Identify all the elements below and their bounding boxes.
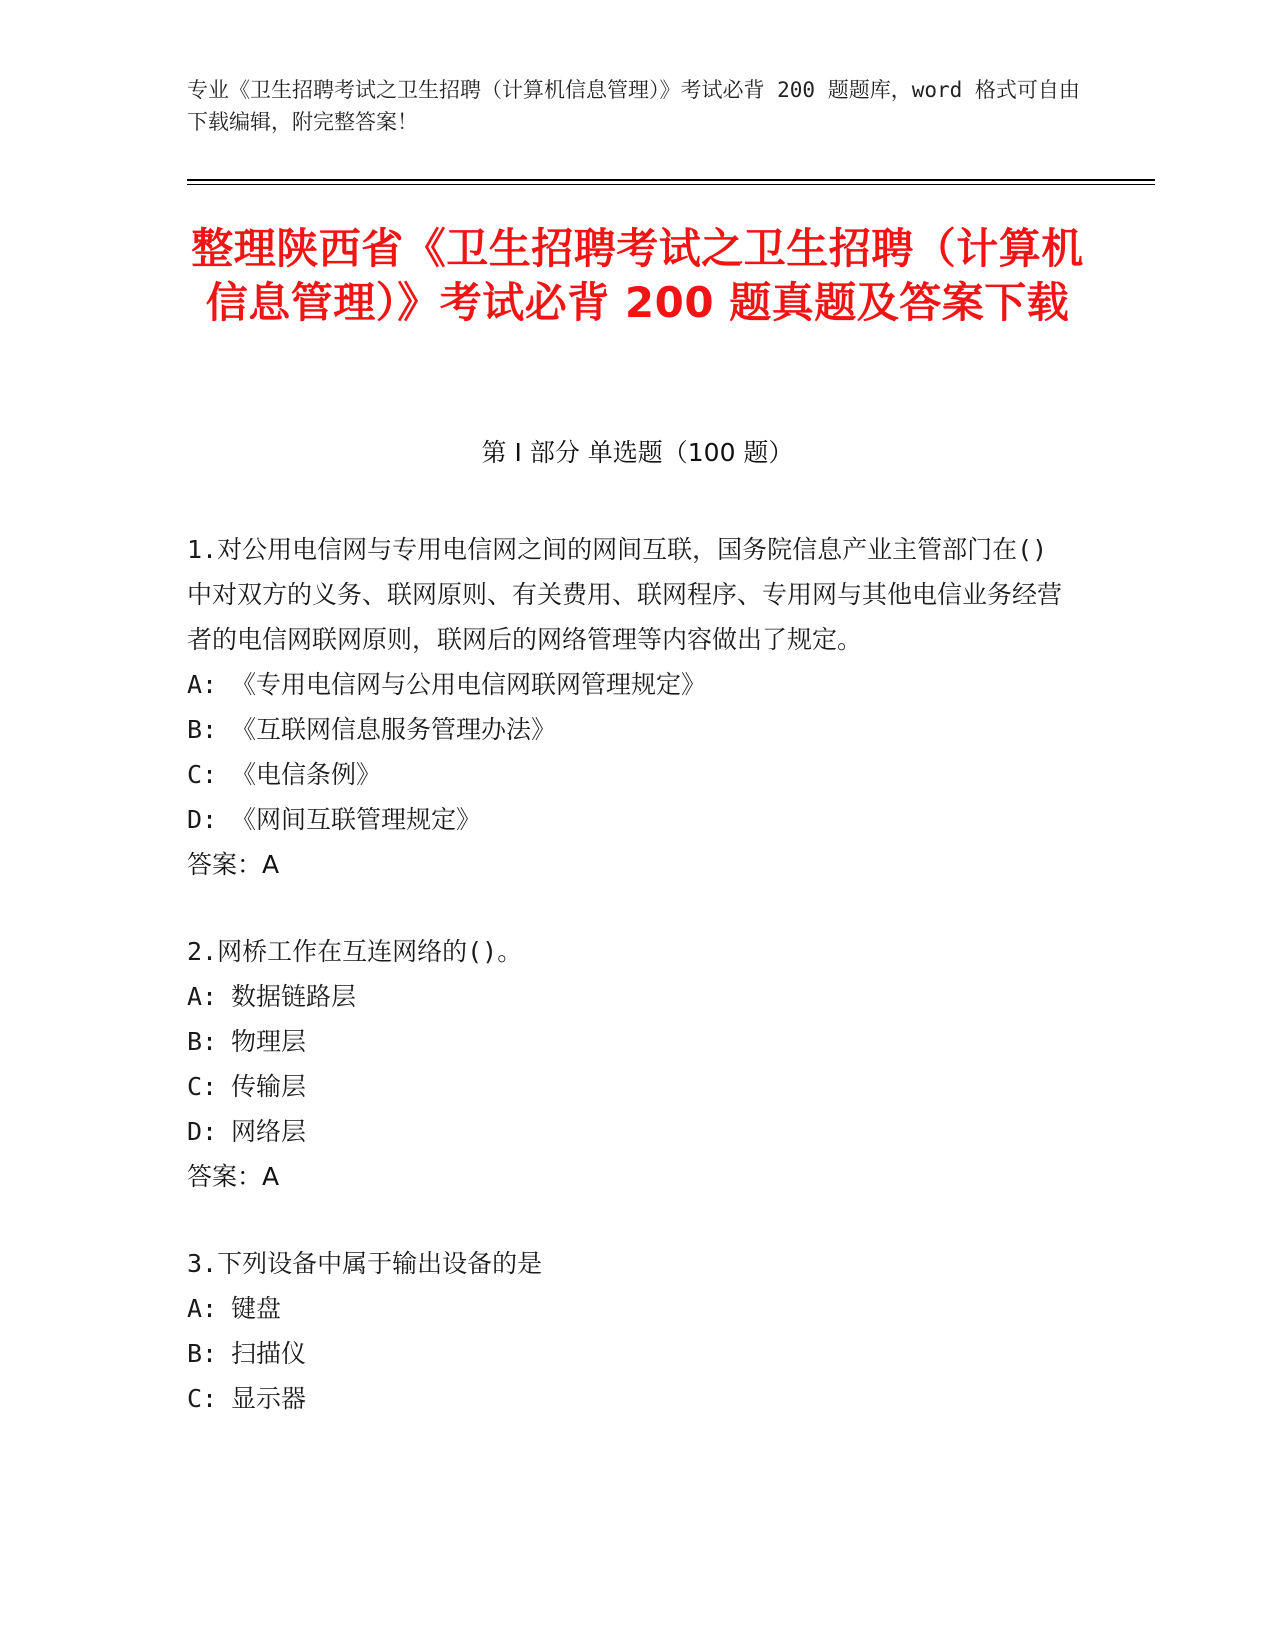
option-text: 《电信条例》 bbox=[231, 760, 382, 789]
question-text: 1.对公用电信网与专用电信网之间的网间互联，国务院信息产业主管部门在()中对双方的义务、联网原则、有关费用、联网程序、专用网与其他电信业务经营者的电信网联网原则，联网后的网络管理等内容做出了规定。 bbox=[187, 535, 1063, 654]
option-a bbox=[187, 974, 1067, 1019]
answer-line: 答案：A bbox=[187, 850, 280, 879]
option-b bbox=[187, 1331, 1067, 1376]
option-label: A: bbox=[187, 670, 218, 699]
option-c bbox=[187, 752, 1067, 797]
question-3 bbox=[187, 1241, 1067, 1421]
document-title: 整理陕西省《卫生招聘考试之卫生招聘（计算机信息管理）》考试必背 200 题真题及答案下载 bbox=[191, 224, 1084, 327]
option-label: C: bbox=[187, 1384, 218, 1413]
option-label: C: bbox=[187, 760, 218, 789]
option-label: B: bbox=[187, 1027, 218, 1056]
option-label: D: bbox=[187, 805, 218, 834]
option-text: 数据链路层 bbox=[231, 982, 357, 1011]
answer-line: 答案：A bbox=[187, 1162, 280, 1191]
option-c bbox=[187, 1064, 1067, 1109]
option-text: 物理层 bbox=[231, 1027, 307, 1056]
option-label: B: bbox=[187, 1339, 218, 1368]
question-1 bbox=[187, 527, 1067, 887]
header-note: 专业《卫生招聘考试之卫生招聘（计算机信息管理）》考试必背 200 题题库，word 格式可自由下载编辑，附完整答案！ bbox=[187, 78, 1080, 134]
option-b bbox=[187, 707, 1067, 752]
option-a bbox=[187, 1286, 1067, 1331]
header-divider-thin bbox=[187, 184, 1155, 185]
option-text: 扫描仪 bbox=[231, 1339, 307, 1368]
option-text: 《互联网信息服务管理办法》 bbox=[231, 715, 557, 744]
option-text: 《网间互联管理规定》 bbox=[231, 805, 482, 834]
option-label: A: bbox=[187, 982, 218, 1011]
header-divider-thick bbox=[187, 179, 1155, 181]
option-c bbox=[187, 1376, 1067, 1421]
option-a bbox=[187, 662, 1067, 707]
option-label: A: bbox=[187, 1294, 218, 1323]
question-list bbox=[187, 527, 1067, 1463]
question-text: 2.网桥工作在互连网络的()。 bbox=[187, 937, 523, 966]
option-text: 显示器 bbox=[231, 1384, 307, 1413]
option-d bbox=[187, 797, 1067, 842]
option-label: B: bbox=[187, 715, 218, 744]
option-text: 传输层 bbox=[231, 1072, 307, 1101]
option-b bbox=[187, 1019, 1067, 1064]
question-2 bbox=[187, 929, 1067, 1199]
option-d bbox=[187, 1109, 1067, 1154]
option-label: D: bbox=[187, 1117, 218, 1146]
option-text: 网络层 bbox=[231, 1117, 307, 1146]
section-heading: 第 I 部分 单选题（100 题） bbox=[481, 438, 794, 467]
option-text: 《专用电信网与公用电信网联网管理规定》 bbox=[231, 670, 707, 699]
option-text: 键盘 bbox=[231, 1294, 282, 1323]
question-text: 3.下列设备中属于输出设备的是 bbox=[187, 1249, 543, 1278]
option-label: C: bbox=[187, 1072, 218, 1101]
